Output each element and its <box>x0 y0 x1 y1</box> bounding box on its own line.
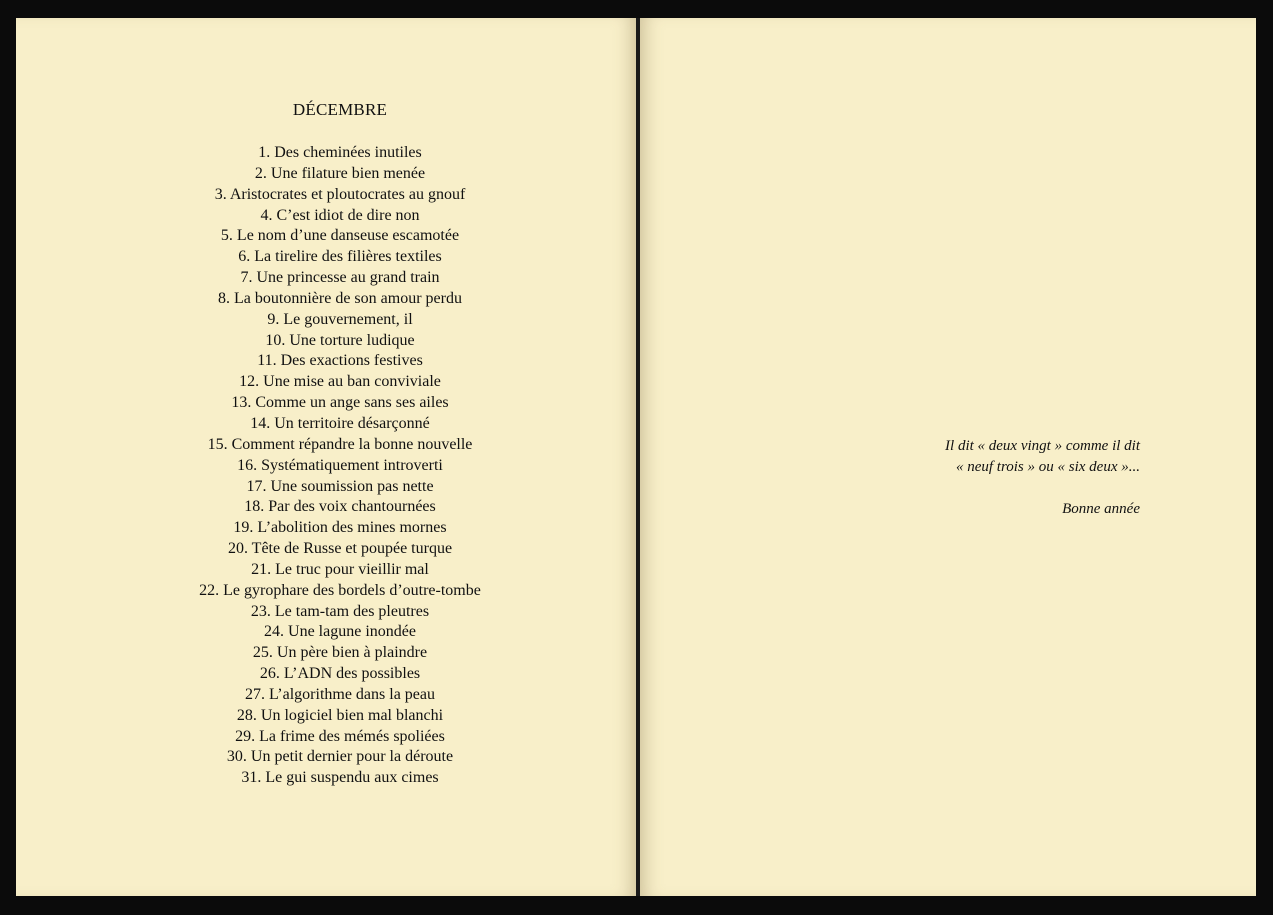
day-entry-11: 11. Des exactions festives <box>257 352 423 370</box>
day-list <box>0 143 680 789</box>
day-entry-16: 16. Systématiquement introverti <box>237 456 443 474</box>
day-entry-5: 5. Le nom d’une danseuse escamotée <box>220 227 460 245</box>
day-entry-18: 18. Par des voix chantournées <box>244 498 436 516</box>
day-entry-26: 26. L’ADN des possibles <box>259 665 421 683</box>
day-entry-20: 20. Tête de Russe et poupée turque <box>227 540 453 558</box>
day-entry-22: 22. Le gyrophare des bordels d’outre-tombe <box>199 581 481 599</box>
month-title: DÉCEMBRE <box>292 100 388 119</box>
day-entry-24: 24. Une lagune inondée <box>264 623 416 641</box>
day-entry-21: 21. Le truc pour vieillir mal <box>251 560 429 578</box>
day-entry-17: 17. Une soumission pas nette <box>246 477 434 495</box>
day-entry-8: 8. La boutonnière de son amour perdu <box>218 289 462 307</box>
day-entry-14: 14. Un territoire désarçonné <box>250 414 430 432</box>
day-entry-28: 28. Un logiciel bien mal blanchi <box>236 706 444 724</box>
day-entry-29: 29. La frime des mémés spoliées <box>235 727 445 745</box>
day-entry-30: 30. Un petit dernier pour la déroute <box>226 748 454 766</box>
day-entry-7: 7. Une princesse au grand train <box>240 269 440 287</box>
day-entry-3: 3. Aristocrates et ploutocrates au gnouf <box>214 185 466 203</box>
day-entry-31: 31. Le gui suspendu aux cimes <box>241 769 439 787</box>
day-entry-4: 4. C’est idiot de dire non <box>260 206 420 224</box>
day-entry-9: 9. Le gouvernement, il <box>267 310 413 328</box>
day-entry-27: 27. L’algorithme dans la peau <box>244 685 436 703</box>
day-entry-19: 19. L’abolition des mines mornes <box>233 519 447 537</box>
verse <box>830 436 1140 478</box>
day-entry-10: 10. Une torture ludique <box>265 331 415 349</box>
day-entry-25: 25. Un père bien à plaindre <box>252 644 428 662</box>
day-entry-15: 15. Comment répandre la bonne nouvelle <box>207 435 473 453</box>
day-entry-13: 13. Comme un ange sans ses ailes <box>231 394 449 412</box>
day-entry-12: 12. Une mise au ban conviviale <box>239 373 441 391</box>
greeting: Bonne année <box>1062 501 1140 517</box>
day-entry-1: 1. Des cheminées inutiles <box>258 144 422 161</box>
day-entry-23: 23. Le tam-tam des pleutres <box>250 602 430 620</box>
verse-line-1: Il dit « deux vingt » comme il dit <box>945 438 1140 454</box>
day-entry-6: 6. La tirelire des filières textiles <box>238 248 442 266</box>
verse-line-2: « neuf trois » ou « six deux »... <box>955 459 1140 475</box>
day-entry-2: 2. Une filature bien menée <box>254 164 426 182</box>
